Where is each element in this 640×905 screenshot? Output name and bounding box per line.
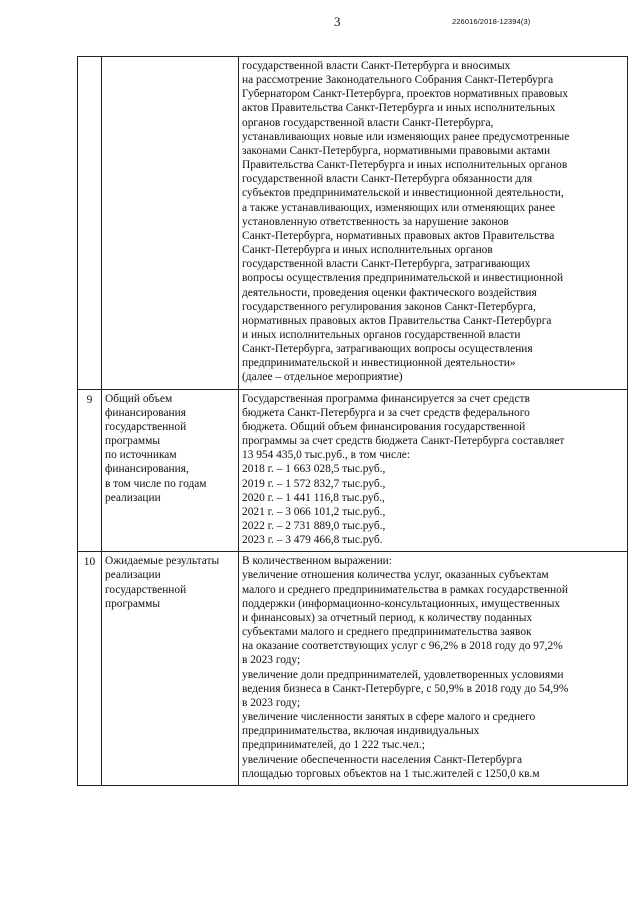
row-value-line: Санкт-Петербурга, затрагивающих вопросы осуществления xyxy=(242,343,533,356)
row-value-line: малого и среднего предпринимательства в рамках государственной xyxy=(242,583,568,596)
row-value-line: 2021 г. – 3 066 101,2 тыс.руб., xyxy=(242,505,386,518)
row-name-line: реализации xyxy=(105,491,161,504)
row-value-line: в 2023 году; xyxy=(242,696,301,709)
row-value-line: 2018 г. – 1 663 028,5 тыс.руб., xyxy=(242,463,386,476)
row-number: 10 xyxy=(83,556,96,569)
row-value-cell xyxy=(239,552,628,786)
table-row xyxy=(78,552,628,786)
row-value-line: 2020 г. – 1 441 116,8 тыс.руб., xyxy=(242,491,385,504)
row-name-line: государственной xyxy=(105,583,187,596)
row-number xyxy=(81,59,98,60)
row-value-line: деятельности, проведения оценки фактического воздействия xyxy=(242,286,537,299)
table-body xyxy=(78,57,628,786)
row-name-line: реализации xyxy=(105,569,161,582)
row-value-line: Санкт-Петербурга и иных исполнительных органов xyxy=(242,244,493,257)
row-value-line: устанавливающих новые или изменяющих ранее предусмотренные xyxy=(242,130,570,143)
row-value-line: предпринимателей, до 1 222 тыс.чел.; xyxy=(242,739,425,752)
row-value-line: бюджета Санкт-Петербурга и за счет средств федерального xyxy=(242,406,530,419)
row-value-line: законами Санкт-Петербурга, нормативными правовыми актами xyxy=(242,144,551,157)
row-name-line: государственной xyxy=(105,420,187,433)
row-name-line: программы xyxy=(105,435,160,448)
row-name-cell xyxy=(102,389,239,552)
row-value-line: 13 954 435,0 тыс.руб., в том числе: xyxy=(242,449,410,462)
row-name-cell xyxy=(102,57,239,390)
row-value-cell xyxy=(239,57,628,390)
row-name-line: финансирования, xyxy=(105,463,189,476)
passport-table xyxy=(77,56,628,786)
row-value-line: предпринимательской и инвестиционной деятельности» xyxy=(242,357,516,370)
row-value-line: государственной власти Санкт-Петербурга и вносимых xyxy=(242,60,511,72)
row-value-line: на рассмотрение Законодательного Собрания Санкт-Петербурга xyxy=(242,74,554,87)
row-value-line: поддержки (информационно-консультационных, имущественных xyxy=(242,597,561,610)
row-value-line: установленную ответственность за нарушение законов xyxy=(242,215,509,228)
row-value-line: 2019 г. – 1 572 832,7 тыс.руб., xyxy=(242,477,386,490)
row-value-line: увеличение отношения количества услуг, оказанных субъектам xyxy=(242,569,549,582)
row-value-line: ведения бизнеса в Санкт-Петербурге, с 50,9% в 2018 году до 54,9% xyxy=(242,682,569,695)
row-value-line: Государственная программа финансируется за счет средств xyxy=(242,392,530,405)
row-value-line: площадью торговых объектов на 1 тыс.жителей с 1250,0 кв.м xyxy=(242,767,540,780)
row-value-line: государственного регулирования законов Санкт-Петербурга, xyxy=(242,300,536,313)
row-value-line: Правительства Санкт-Петербурга и иных исполнительных органов xyxy=(242,159,568,172)
row-value-line: увеличение обеспеченности населения Санкт-Петербурга xyxy=(242,753,523,766)
row-value-line: государственной власти Санкт-Петербурга обязанности для xyxy=(242,173,533,186)
row-value-line: органов государственной власти Санкт-Петербурга, xyxy=(242,116,494,129)
row-value-line: на оказание соответствующих услуг с 96,2% в 2018 году до 97,2% xyxy=(242,640,563,653)
row-value-line: увеличение численности занятых в сфере малого и среднего xyxy=(242,711,536,724)
row-value-line: и финансовых) за отчетный период, к количеству поданных xyxy=(242,611,533,624)
row-name-cell xyxy=(102,552,239,786)
row-name-line: финансирования xyxy=(105,406,186,419)
row-value-line: актов Правительства Санкт-Петербурга и иных исполнительных xyxy=(242,102,556,115)
row-value-line: В количественном выражении: xyxy=(242,555,392,568)
row-name-line: Общий объем xyxy=(105,392,173,405)
document-code: 226016/2018-12394(3) xyxy=(452,17,531,26)
row-number-cell xyxy=(78,552,102,786)
row-value-line: увеличение доли предпринимателей, удовлетворенных условиями xyxy=(242,668,564,681)
row-value-line: вопросы осуществления предпринимательской и инвестиционной xyxy=(242,272,564,285)
row-value-line: а также устанавливающих, изменяющих или отменяющих ранее xyxy=(242,201,556,214)
row-value-line: субъектов предпринимательской и инвестиционной деятельности, xyxy=(242,187,564,200)
row-value-line: нормативных правовых актов Правительства Санкт-Петербурга xyxy=(242,314,552,327)
row-value-line: и иных исполнительных органов государственной власти xyxy=(242,328,521,341)
row-value-line: (далее – отдельное мероприятие) xyxy=(242,371,403,384)
page-number: 3 xyxy=(334,14,341,29)
row-value-line: субъектами малого и среднего предпринимательства заявок xyxy=(242,626,532,639)
table-row xyxy=(78,389,628,552)
row-value-line: 2022 г. – 2 731 889,0 тыс.руб., xyxy=(242,520,386,532)
row-value-cell xyxy=(239,389,628,552)
row-number-cell xyxy=(78,389,102,552)
row-value-line: в 2023 году; xyxy=(242,654,301,667)
row-value-line: Санкт-Петербурга, нормативных правовых актов Правительства xyxy=(242,229,555,242)
row-value-line: государственной власти Санкт-Петербурга, затрагивающих xyxy=(242,258,531,271)
row-number-cell xyxy=(78,57,102,390)
row-value-line: бюджета. Общий объем финансирования государственной xyxy=(242,420,526,433)
table-row xyxy=(78,57,628,390)
row-name-line: программы xyxy=(105,597,160,610)
row-name-line: в том числе по годам xyxy=(105,477,207,490)
row-value-line: 2023 г. – 3 479 466,8 тыс.руб. xyxy=(242,534,383,547)
row-value-line: предпринимательства, включая индивидуальных xyxy=(242,725,480,738)
row-number: 9 xyxy=(86,393,93,406)
row-value-line: программы за счет средств бюджета Санкт-Петербурга составляет xyxy=(242,435,565,448)
row-name-line: Ожидаемые результаты xyxy=(105,555,220,568)
row-name-line: по источникам xyxy=(105,449,177,462)
row-value-line: Губернатором Санкт-Петербурга, проектов нормативных правовых xyxy=(242,88,569,101)
